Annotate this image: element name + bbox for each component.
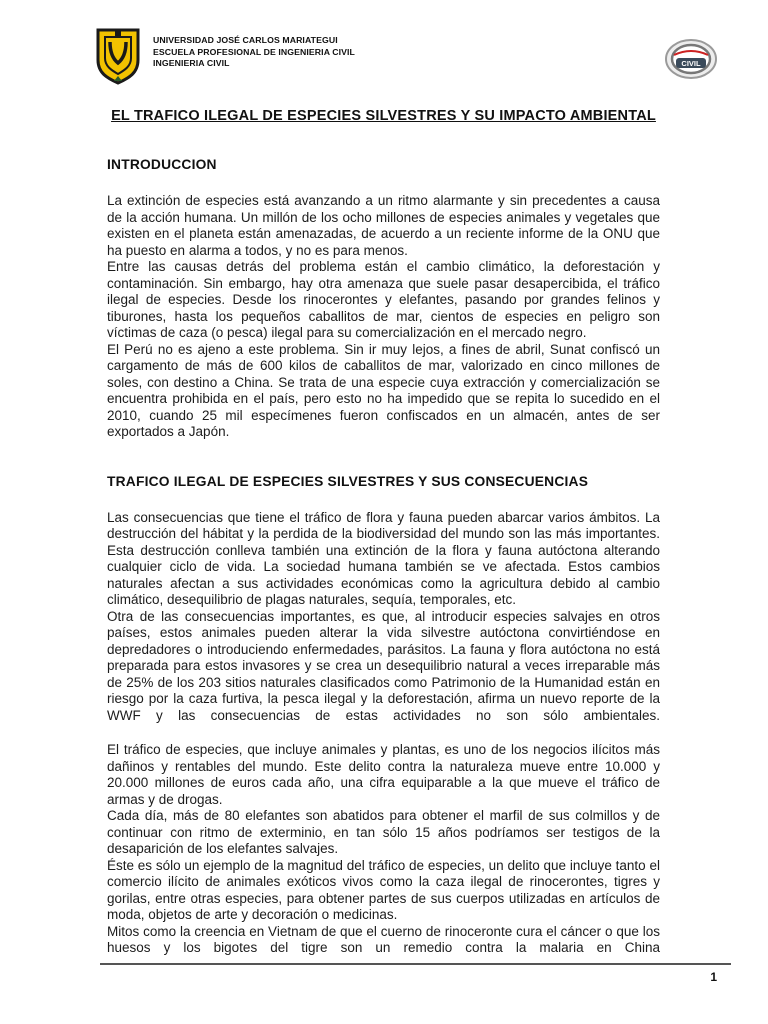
university-name-block [153, 35, 355, 70]
civil-emblem-icon [664, 38, 718, 80]
footer-divider [100, 963, 731, 965]
document-footer [100, 963, 731, 984]
paragraph: Entre las causas detrás del problema están el cambio climático, la deforestación y contaminación. Sin embargo, hay otra amenaza que suele pasar desapercibida, el tráfico ilegal de especies. Desde los rinocerontes y elefantes, pasando por grandes felinos y tiburones, hasta los pequeños caballitos de mar, cientos de especies en peligro son víctimas de caza (o pesca) ilegal para su comercialización en el mercado negro. [107, 259, 660, 340]
paragraph: Otra de las consecuencias importantes, es que, al introducir especies salvajes en otros países, estos animales pueden alterar la vida silvestre autóctona convirtiéndose en depredadores o introduciendo enfermedades, parásitos. La fauna y flora autóctona no está preparada para estos invasores y se crea un desequilibrio natural a veces irreparable más de 25% de los 203 sitios naturales clasificados como Patrimonio de la Humanidad están en riesgo por la caza furtiva, la pesca ilegal y la deforestación, afirma un nuevo reporte de la WWF y las consecuencias de estas actividades no son sólo ambientales. [107, 608, 660, 723]
paragraph: La extinción de especies está avanzando a un ritmo alarmante y sin precedentes a causa de la acción humana. Un millón de los ocho millones de especies animales y vegetales que existen en el planeta están amenazadas, de acuerdo a un reciente informe de la ONU que ha puesto en alarma a todos, y no es para menos. [107, 193, 660, 258]
university-crest-logo [95, 28, 141, 90]
page-number: 1 [710, 970, 717, 984]
paragraph: Éste es sólo un ejemplo de la magnitud del tráfico de especies, un delito que incluye tanto el comercio ilícito de animales exóticos vivos como la caza ilegal de rinocerontes, tigres y gorilas, entre otras especies, para obtener partes de sus cuerpos utilizadas en artículos de moda, objetos de arte y decoración o medicinas. [107, 857, 660, 922]
paragraph: El Perú no es ajeno a este problema. Sin ir muy lejos, a fines de abril, Sunat confiscó un cargamento de más de 600 kilos de caballitos de mar, valorizado en cinco millones de soles, con destino a China. Se trata de una especie cuya extracción y comercialización se encuentra prohibida en el país, pero esto no ha impedido que se repita lo sucedido en el 2010, cuando 25 mil especímenes fueron confiscados en un almacén, antes de ser exportados a Japón. [107, 341, 660, 439]
program-name: INGENIERIA CIVIL [153, 58, 230, 68]
paragraph: Las consecuencias que tiene el tráfico de flora y fauna pueden abarcar varios ámbitos. La destrucción del hábitat y la perdida de la biodiversidad del mundo son las más importantes. Esta destrucción conlleva también una extinción de la flora y fauna autóctona alterando cualquier ciclo de vida. La sociedad humana también se ve afectada. Estos cambios naturales afectan a sus actividades económicas como la agricultura debido al cambio climático, desequilibrio de plagas naturales, sequía, temporales, etc. [107, 509, 660, 607]
document-header [0, 0, 768, 90]
paragraph: El tráfico de especies, que incluye animales y plantas, es uno de los negocios ilícitos más dañinos y rentables del mundo. Este delito contra la naturaleza mueve entre 10.000 y 20.000 millones de euros cada año, una cifra equiparable a la que mueve el tráfico de armas y de drogas. [107, 742, 660, 807]
document-body [0, 108, 768, 957]
paragraph: Mitos como la creencia en Vietnam de que el cuerno de rinoceronte cura el cáncer o que los huesos y los bigotes del tigre son un remedio contra la malaria en China [107, 923, 660, 955]
section-consecuencias-paragraphs [107, 510, 660, 957]
university-name: UNIVERSIDAD JOSÉ CARLOS MARIATEGUI [153, 35, 338, 45]
section-heading-introduccion: INTRODUCCION [107, 157, 217, 172]
university-crest-icon [95, 28, 141, 85]
section-heading-consecuencias: TRAFICO ILEGAL DE ESPECIES SILVESTRES Y SUS CONSECUENCIAS [107, 473, 589, 489]
school-name: ESCUELA PROFESIONAL DE INGENIERIA CIVIL [153, 46, 355, 57]
civil-emblem-logo [664, 38, 718, 85]
civil-emblem-label: CIVIL [681, 59, 701, 68]
document-title: EL TRAFICO ILEGAL DE ESPECIES SILVESTRES Y SU IMPACTO AMBIENTAL [111, 108, 656, 124]
paragraph: Cada día, más de 80 elefantes son abatidos para obtener el marfil de sus colmillos y de continuar con ritmo de exterminio, en tan sólo 15 años podríamos ser testigos de la desaparición de los elefantes salvajes. [107, 808, 660, 856]
section-introduccion-paragraphs [107, 193, 660, 441]
